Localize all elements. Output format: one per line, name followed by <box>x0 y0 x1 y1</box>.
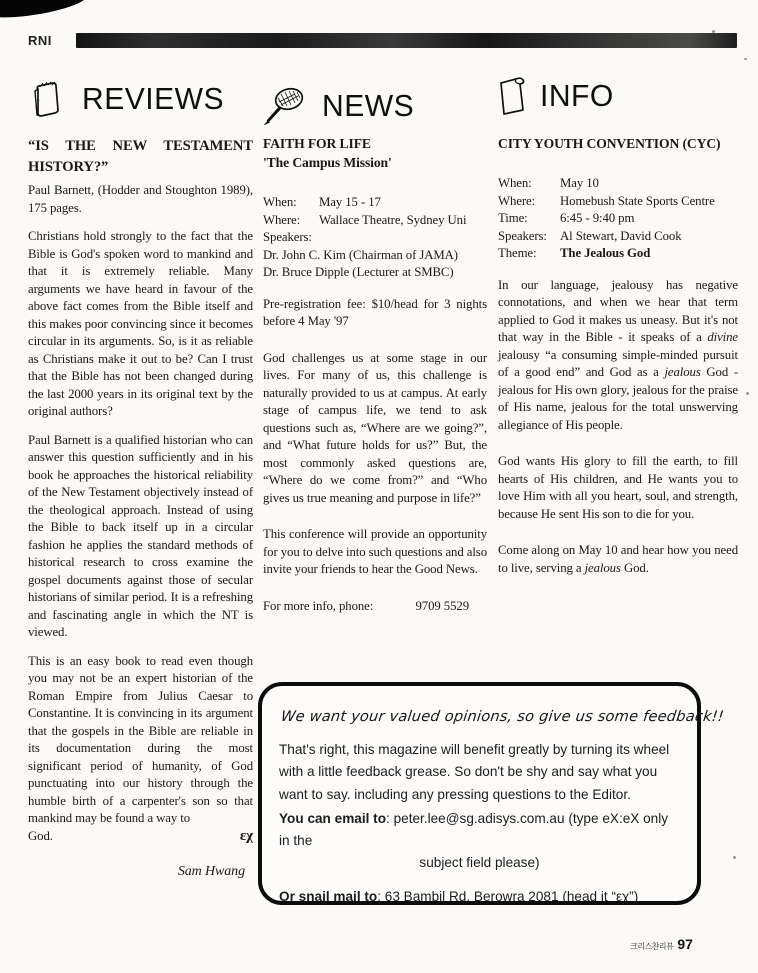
reviews-heading: REVIEWS <box>82 81 225 116</box>
feedback-body: That's right, this magazine will benefit greatly by turning its wheel with a little feedback grease. So don't be shy and say what you want to say. including any pressing questions to the Editor. <box>279 742 670 802</box>
feedback-box <box>258 682 725 905</box>
spacer <box>263 282 487 296</box>
info-title: CITY YOUTH CONVENTION (CYC) <box>498 136 721 151</box>
info-paragraph: God wants His glory to fill the earth, to fill hearts of His children, and He wants you to love Him with all you heart, soul, and strength, because He sent His son to die for you. <box>498 454 738 521</box>
feedback-snail-line <box>279 886 680 908</box>
info-column <box>498 134 738 588</box>
text-run: God. <box>620 560 649 575</box>
review-last-word: God. <box>28 828 53 843</box>
detail-value: May 15 - 17 <box>319 195 381 209</box>
reviews-column <box>28 136 253 881</box>
detail-value-theme: The Jealous God <box>560 246 651 260</box>
scan-speck <box>746 392 749 395</box>
snail-mail-address: : 63 Bambil Rd, Berowra 2081 (head it “εχ”) <box>377 888 639 904</box>
book-icon <box>30 80 60 118</box>
detail-row-when <box>263 194 487 212</box>
scan-artifact-blob <box>0 0 91 21</box>
review-paragraph: Christians hold strongly to the fact that the Bible is God's spoken word to mankind and that it is extremely reliable. Many arguments we have heard in favour of the above fact comes from the Bible itself and this makes poor convincing since it becomes circular in its arguments. So, is it as reliable as Christians make it out to be? Can I trust that the Bible has not been changed during the last 2000 years in its original text by the original authors? <box>28 229 253 418</box>
feedback-email-line <box>279 808 680 852</box>
scan-speck <box>744 58 747 60</box>
feedback-email-cont: subject field please) <box>419 854 540 870</box>
text-run: jealousy “a consuming simple-minded pursuit of a good end” and God as a <box>498 347 738 379</box>
detail-label: When: <box>498 176 532 190</box>
masthead-rule <box>76 33 737 48</box>
end-mark-glyph: εχ <box>239 827 253 844</box>
detail-label: Where: <box>498 193 536 208</box>
detail-label: Where: <box>263 212 301 227</box>
magazine-name: 크리스챤리뷰 <box>630 942 674 951</box>
section-heading-info <box>497 76 616 116</box>
info-paragraph <box>498 542 738 577</box>
detail-row-where <box>263 212 487 230</box>
detail-row-time <box>498 210 738 228</box>
speaker-line: Dr. Bruce Dipple (Lecturer at SMBC) <box>263 265 454 279</box>
speaker-line: Dr. John C. Kim (Chairman of JAMA) <box>263 247 458 262</box>
text-run: In our language, jealousy has negative connotations, and when we hear that term applied to God it makes us uneasy. But it's not that way in the Bible - it speaks of a <box>498 277 738 344</box>
detail-value: Wallace Theatre, Sydney Uni <box>319 212 467 227</box>
spacer <box>498 153 738 175</box>
spacer <box>263 518 487 526</box>
page-footer <box>630 936 693 952</box>
news-paragraph: God challenges us at some stage in our lives. For many of us, this challenge is naturally provided to us at campus. At early stage of campus life, we tend to ask questions such as, “Where are we going?”, and “What future holds for us?” But, the most commonly asked questions are, “Where do we come from?” and “Who gives us true meaning and purpose in life?” <box>263 350 487 505</box>
detail-label: Time: <box>498 211 528 225</box>
email-label: You can email to <box>279 811 387 827</box>
info-paragraph <box>498 277 738 435</box>
detail-row-theme <box>498 245 738 263</box>
spacer <box>263 172 487 194</box>
email-address: : peter.lee@sg.adisys.com.au (type eX:eX only in the <box>279 811 669 849</box>
news-title-line1: FAITH FOR LIFE <box>263 136 371 151</box>
scan-speck <box>733 856 736 859</box>
author-signature: Sam Hwang <box>177 864 245 879</box>
review-paragraph: This is an easy book to read even though you may not be an expert historian of the Roman Empire from Julius Caesar to Constantine. It is convincing in its argument that the gospels in the Bible are reliable in its documentation during the most significant period of humanity, of God punctuating into our history through the humble birth of a carpenter's son so that mankind may be found a way to <box>28 653 253 825</box>
detail-value: 6:45 - 9:40 pm <box>560 211 635 225</box>
text-run: Come along on May 10 and hear how you need to live, serving a <box>498 543 738 575</box>
spacer <box>498 445 738 453</box>
phone-row <box>263 598 487 616</box>
news-title <box>263 134 487 172</box>
phone-number: 9709 5529 <box>415 598 469 613</box>
spacer <box>263 342 487 350</box>
review-byline: Paul Barnett, (Hodder and Stoughton 1989), 175 pages. <box>28 183 253 215</box>
detail-label-speakers: Speakers: <box>263 230 312 244</box>
detail-label: Theme: <box>498 246 537 260</box>
page-number: 97 <box>677 936 693 952</box>
emphasis-word: jealous <box>664 365 701 379</box>
spacer <box>498 263 738 277</box>
news-paragraph: This conference will provide an opportunity for you to delve into such questions and also invite your friends to hear the Good News. <box>263 527 487 576</box>
detail-row-when <box>498 175 738 193</box>
feedback-headline: We want your valued opinions, so give us some feedback!! <box>279 708 725 725</box>
review-title: “IS THE NEW TESTAMENT HISTORY?” <box>28 138 253 175</box>
news-title-line2: 'The Campus Mission' <box>263 155 392 170</box>
detail-label: Speakers: <box>498 228 547 243</box>
detail-row-where <box>498 193 738 211</box>
review-paragraph: Paul Barnett is a qualified historian who can answer this question sufficiently and in his book he approaches the historical reliability of the New Testament objectively instead of the theological approach. Instead of using the Bible to back itself up in a circular fashion he applies the standard methods of historical research to cross examine the gospel documents against those of secular historians of similar period. It is a refreshing and fascinating angle in which the NT is viewed. <box>28 432 253 639</box>
news-column <box>263 134 487 615</box>
detail-value: Al Stewart, David Cook <box>560 228 682 243</box>
phone-label: For more info, phone: <box>263 598 374 613</box>
pushpin-icon <box>262 86 308 126</box>
paper-icon <box>497 76 528 116</box>
fee-line: Pre-registration fee: $10/head for 3 nights before 4 May '97 <box>263 296 487 328</box>
spacer <box>498 534 738 542</box>
detail-label: When: <box>263 195 297 209</box>
text-run: God - jealous for His own glory, jealous for the praise of His name, jealous for the total unswerving allegiance of His people. <box>498 365 738 432</box>
detail-value: Homebush State Sports Centre <box>560 193 715 208</box>
section-heading-news <box>262 86 417 126</box>
detail-value: May 10 <box>560 176 599 190</box>
emphasis-word: divine <box>707 330 738 344</box>
section-heading-reviews <box>30 80 228 118</box>
review-end-line <box>28 828 253 846</box>
masthead-label: RNI <box>28 33 52 48</box>
info-heading: INFO <box>540 78 614 113</box>
emphasis-word: jealous <box>584 560 621 575</box>
detail-row-speakers <box>498 228 738 246</box>
spacer <box>263 590 487 598</box>
snail-mail-label: Or snail mail to <box>279 888 378 904</box>
news-heading: NEWS <box>322 88 415 123</box>
